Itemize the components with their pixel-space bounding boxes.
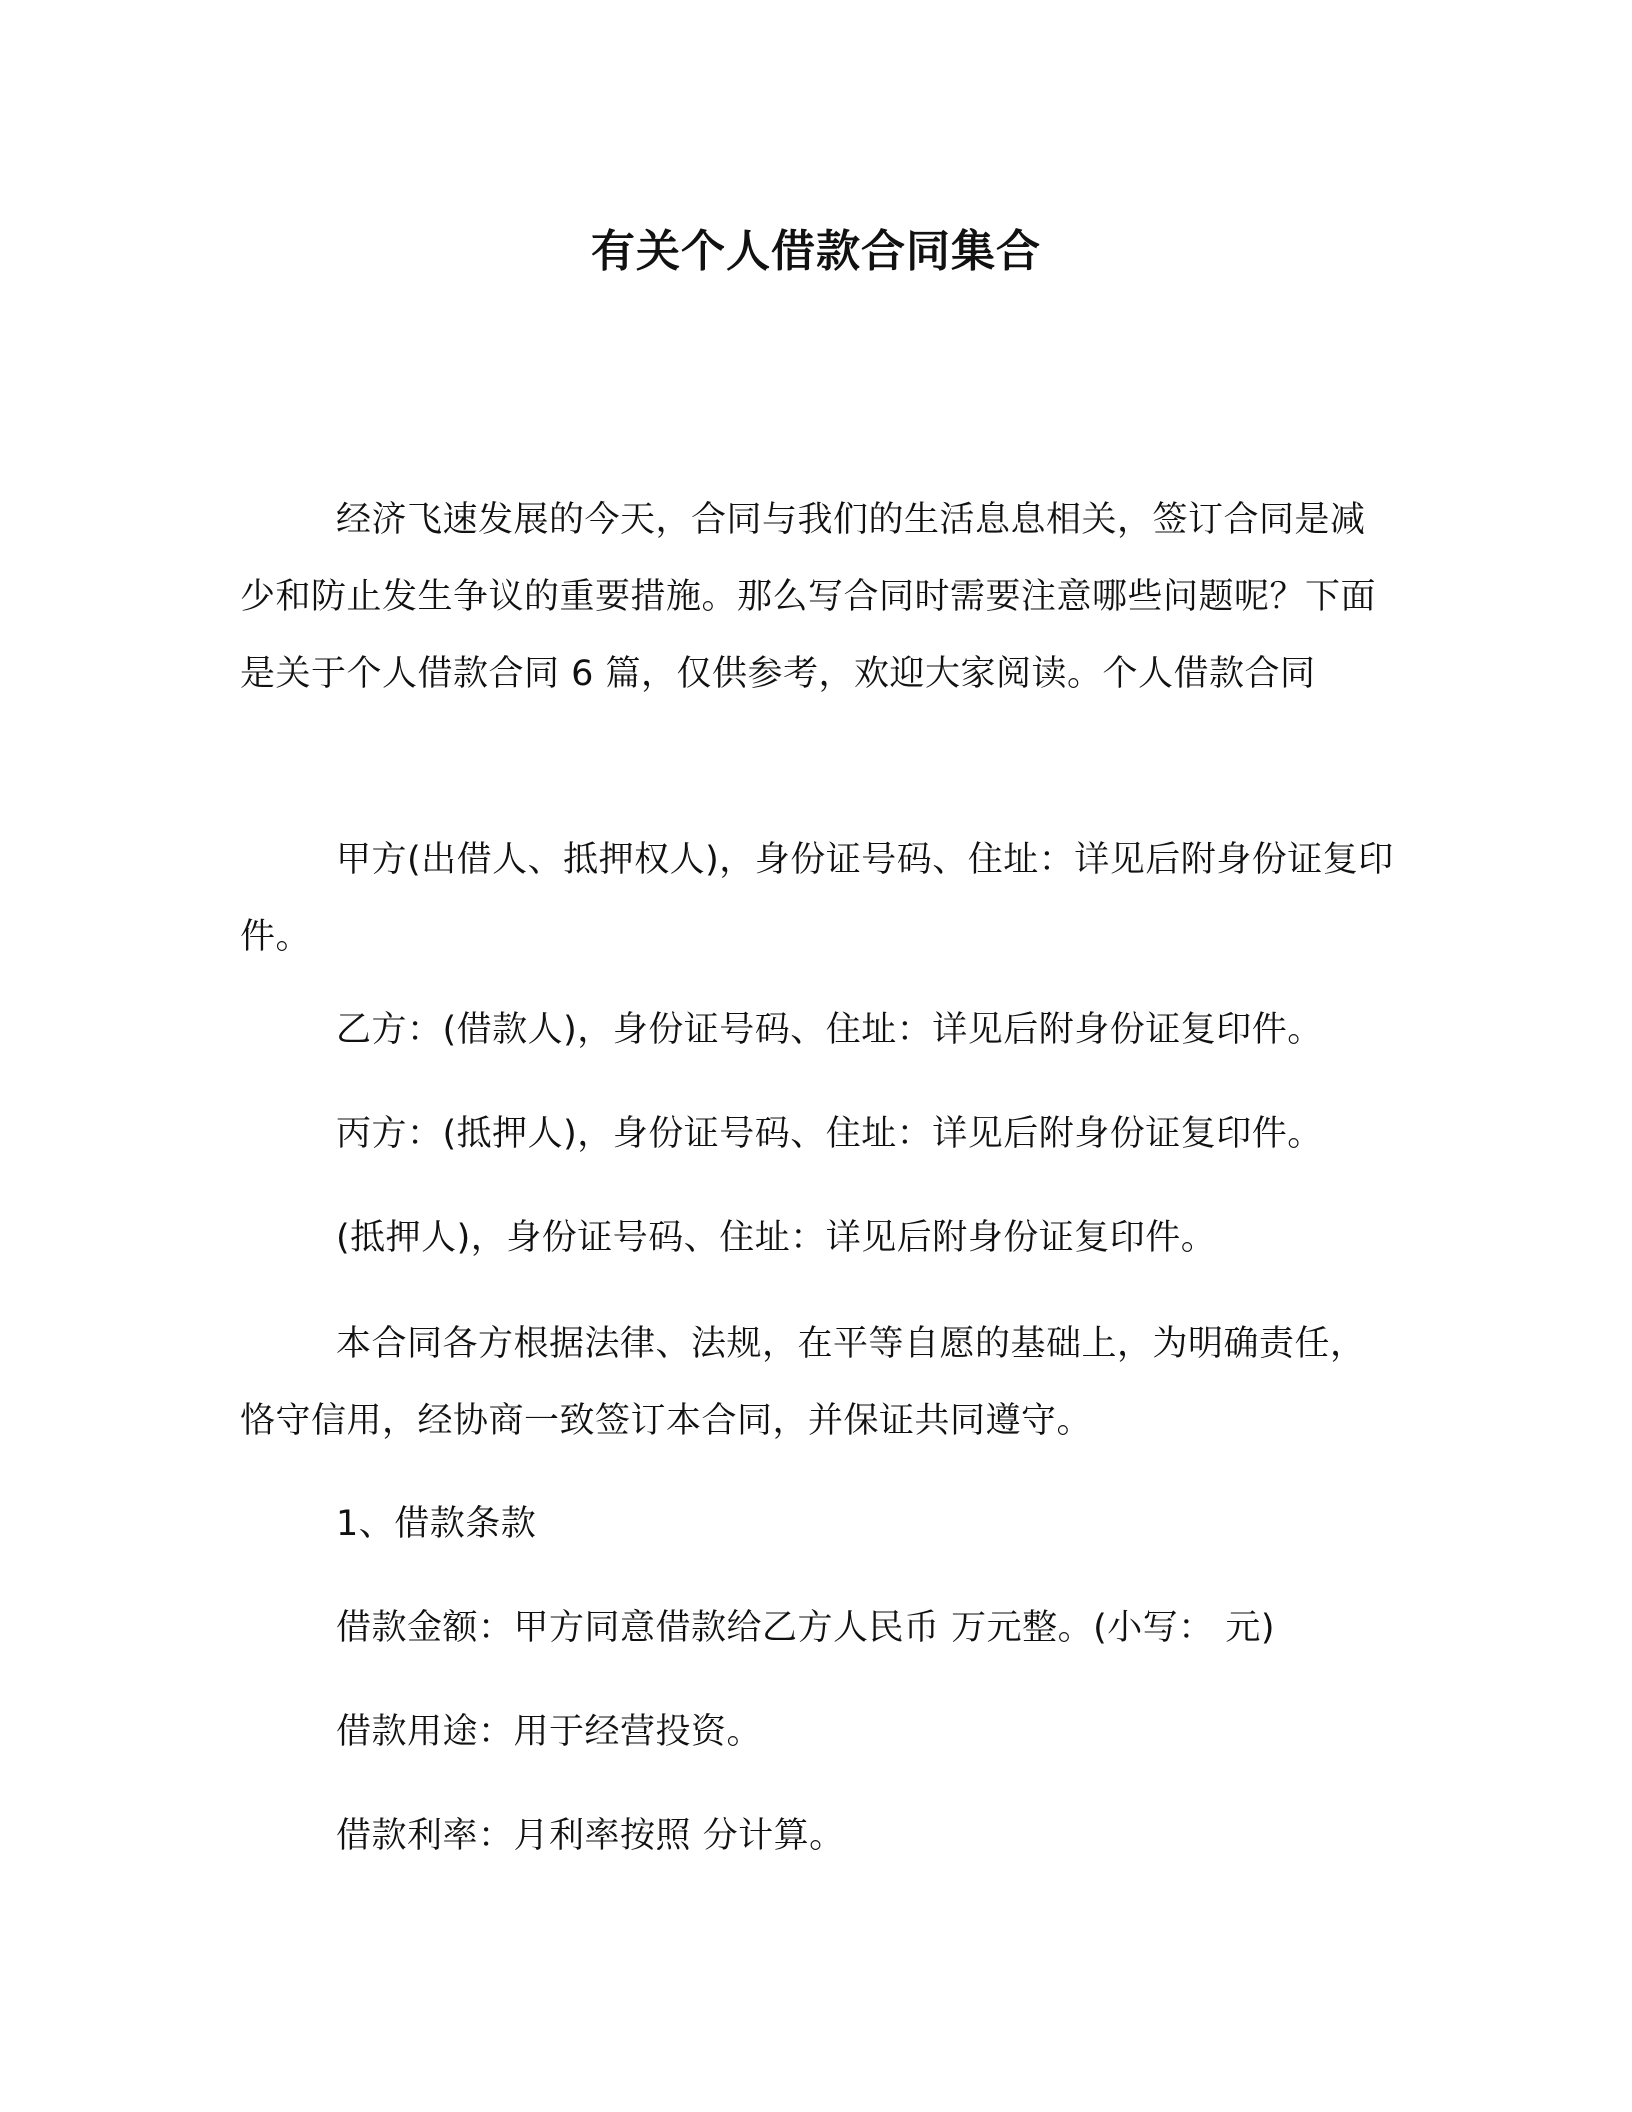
party-b-text: 乙方：(借款人)，身份证号码、住址：详见后附身份证复印件。 [336,1010,1323,1050]
agreement-text: 本合同各方根据法律、法规，在平等自愿的基础上，为明确责任，恪守信用，经协商一致签订本合同，并保证共同遵守。 [240,1324,1366,1441]
loan-purpose-text: 借款用途：用于经营投资。 [336,1712,763,1752]
document-title: 有关个人借款合同集合 [591,226,1041,277]
intro-paragraph [240,482,1400,713]
party-d-text: (抵押人)，身份证号码、住址：详见后附身份证复印件。 [336,1218,1217,1258]
agreement-paragraph [240,1306,1400,1460]
party-a-text: 甲方(出借人、抵押权人)，身份证号码、住址：详见后附身份证复印件。 [240,840,1394,957]
intro-text: 经济飞速发展的今天，合同与我们的生活息息相关，签订合同是减少和防止发生争议的重要措施。那么写合同时需要注意哪些问题呢？下面是关于个人借款合同 6 篇，仅供参考，欢迎大家阅读。个人借款合同 [240,500,1377,694]
party-c-text: 丙方：(抵押人)，身份证号码、住址：详见后附身份证复印件。 [336,1114,1323,1154]
loan-amount-text: 借款金额：甲方同意借款给乙方人民币 万元整。(小写： 元) [336,1608,1276,1648]
party-a-paragraph [240,822,1400,976]
section-heading: 1、借款条款 [336,1504,537,1544]
loan-rate-text: 借款利率：月利率按照 分计算。 [336,1816,845,1856]
